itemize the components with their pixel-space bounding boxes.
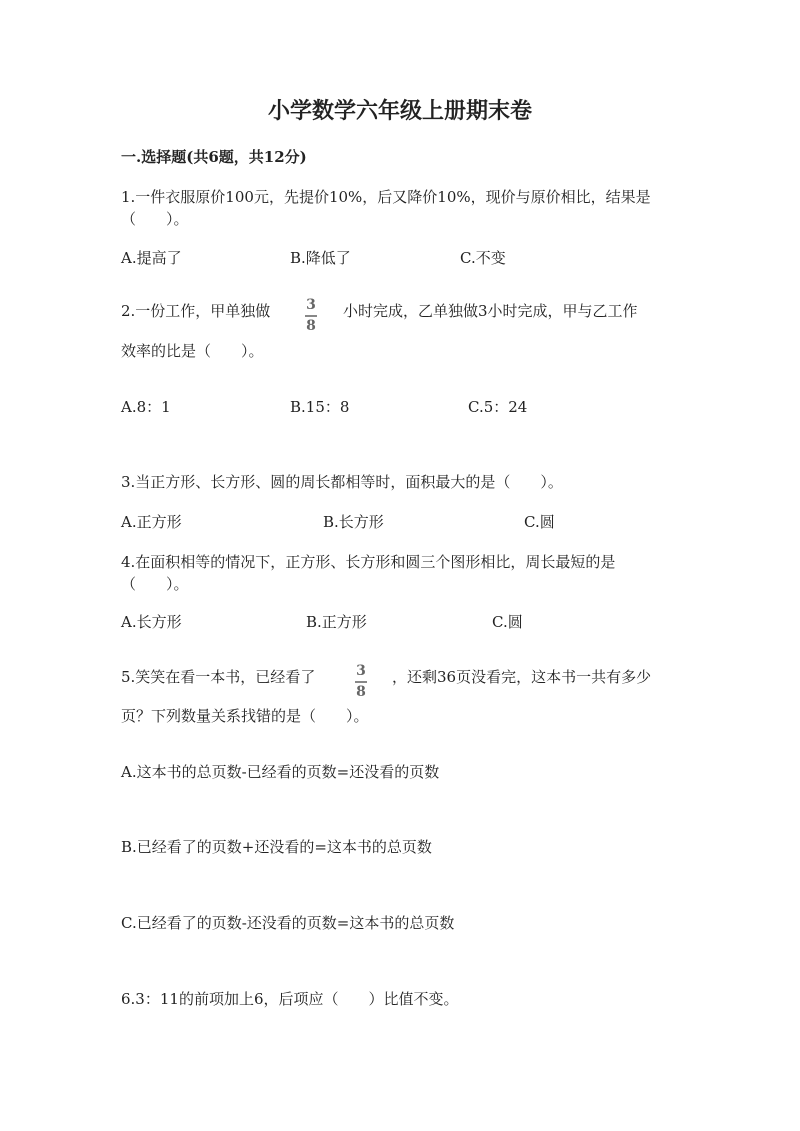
section-heading: 一.选择题(共6题，共12分) [121,148,307,166]
question-2-option-b[interactable]: B.15：8 [290,398,350,416]
question-2-text-end: 小时完成，乙单独做3小时完成，甲与乙工作 [343,302,638,320]
fraction-denominator: 8 [356,683,366,700]
question-4-option-a[interactable]: A.长方形 [121,613,182,631]
question-4-option-b[interactable]: B.正方形 [306,613,367,631]
question-2-text-cont: 效率的比是（ ）。 [121,342,264,360]
question-1-text-cont: （ ）。 [121,210,189,228]
question-1-option-c[interactable]: C.不变 [460,249,506,267]
question-5-option-a[interactable]: A.这本书的总页数-已经看的页数=还没看的页数 [121,763,440,781]
question-2-option-c[interactable]: C.5：24 [468,398,528,416]
question-4-option-c[interactable]: C.圆 [492,613,523,631]
fraction-bar [355,681,367,683]
question-5-text-start: 5.笑笑在看一本书，已经看了 [121,668,316,686]
fraction-denominator: 8 [306,317,316,334]
fraction-numerator: 3 [356,663,366,679]
question-2-fraction [305,298,317,333]
question-5-option-c[interactable]: C.已经看了的页数-还没看的页数=这本书的总页数 [121,914,455,932]
question-3-option-a[interactable]: A.正方形 [121,513,182,531]
question-3-text: 3.当正方形、长方形、圆的周长都相等时，面积最大的是（ ）。 [121,473,563,491]
question-4-text-cont: （ ）。 [121,575,189,593]
question-2-option-a[interactable]: A.8：1 [121,398,171,416]
question-1-option-b[interactable]: B.降低了 [290,249,351,267]
question-4-text: 4.在面积相等的情况下，正方形、长方形和圆三个图形相比，周长最短的是 [121,553,616,571]
question-5-text-cont: 页？下列数量关系找错的是（ ）。 [121,707,369,725]
question-1-option-a[interactable]: A.提高了 [121,249,182,267]
question-5-text-end: ，还剩36页没看完，这本书一共有多少 [392,668,652,686]
question-3-option-b[interactable]: B.长方形 [323,513,384,531]
question-2-text-start: 2.一份工作，甲单独做 [121,302,271,320]
page-title: 小学数学六年级上册期末卷 [267,98,532,124]
question-5-option-b[interactable]: B.已经看了的页数+还没看的=这本书的总页数 [121,838,432,856]
question-3-option-c[interactable]: C.圆 [524,513,555,531]
fraction-bar [305,315,317,317]
question-5-fraction [355,664,367,699]
question-6-text: 6.3：11的前项加上6，后项应（ ）比值不变。 [121,990,459,1008]
question-1-text: 1.一件衣服原价100元，先提价10%，后又降价10%，现价与原价相比，结果是 [121,188,651,206]
fraction-numerator: 3 [306,297,316,313]
